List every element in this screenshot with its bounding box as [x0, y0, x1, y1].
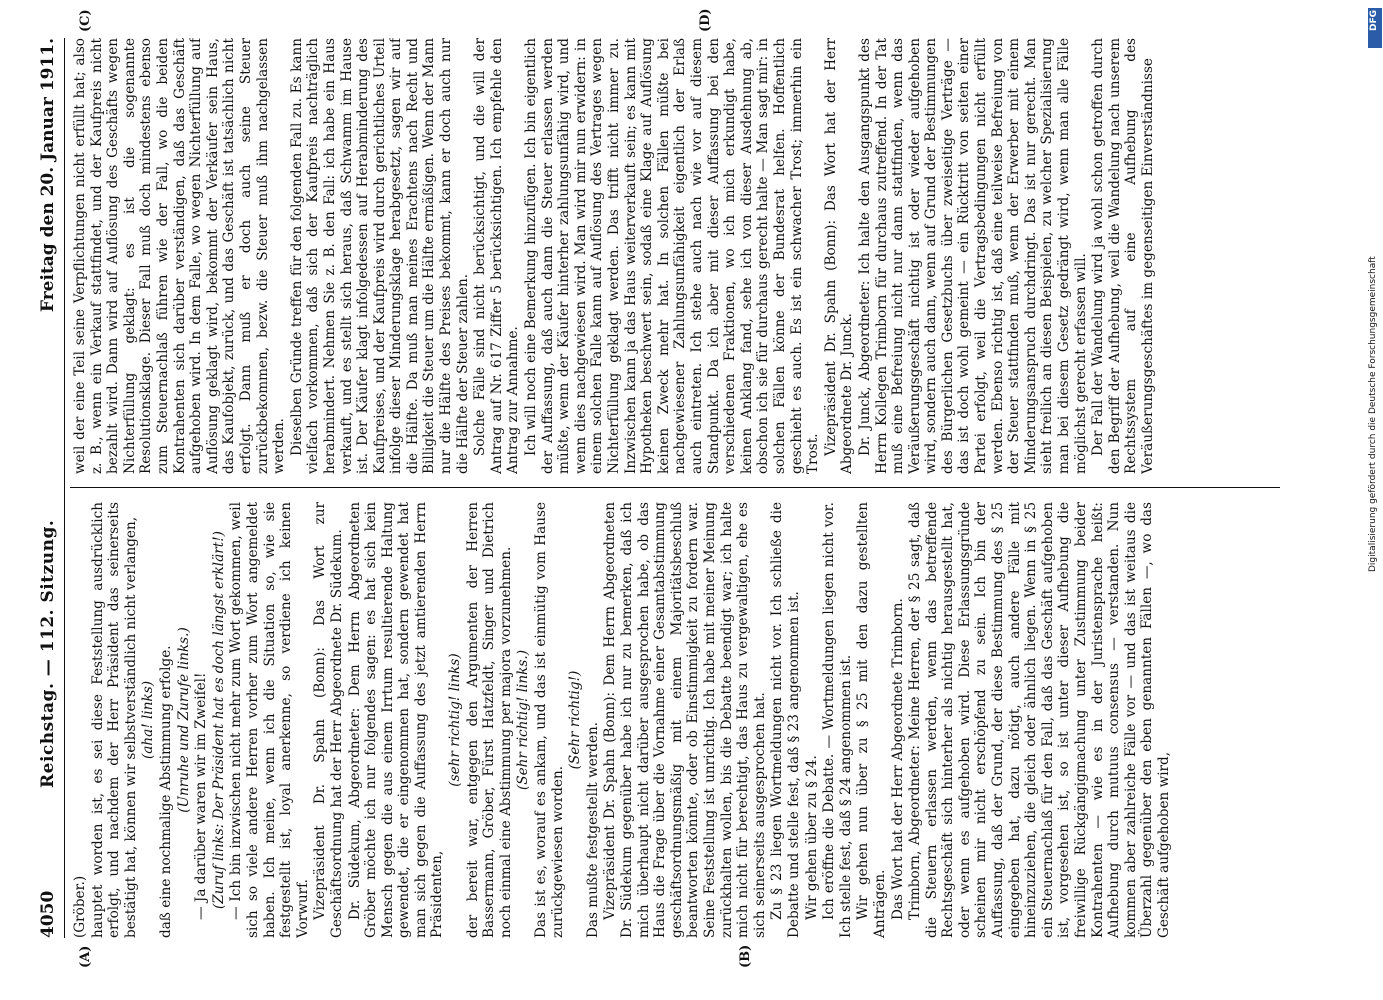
- column-divider: [70, 487, 1280, 488]
- margin-mark-b: (B): [738, 944, 753, 968]
- paragraph: Wir gehen über zu § 24.: [803, 755, 820, 920]
- page-number: 4050: [38, 890, 58, 938]
- paragraph: Das ist es, worauf es ankam, und das ist einmütig vom Hause zurückgewiesen worden.: [533, 502, 566, 938]
- paragraph: Trimborn, Abgeordneter: Meine Herren, der § 25 sagt, daß die Steuern erlassen werden, wenn das betreffende Rechtsgeschäft sich hinterher als nichtig herausgestellt hat, oder wenn es aufgehoben wird. Diese Erlassungsgründe scheinen mir nicht erschöpfend zu sein. Ich bin der Auffassung, daß der Grund, der diese Bestimmung des § 25 eingegeben hat, dazu nötigt, auch andere Fälle mit hineinzuziehen, die gleich oder ähnlich liegen. Wenn in § 25 ein Steuernachlaß für den Fall, daß das Geschäft aufgehoben ist, vorgesehen ist, so ist unter dieser Aufhebung die freiwillige Rückgängigmachung unter Zustimmung beider Kontrahenten — wie es in der Juristensprache heißt: Aufhebung durch mutuus consensus — verstanden. Nun kommen aber zahlreiche Fälle vor — und das ist weitaus die Überzahl gegenüber den eben genannten Fällen —, wo das Geschäft aufgehoben wird,: [907, 502, 1172, 938]
- right-column: [72, 38, 1277, 474]
- paragraph: (aha! links): [140, 680, 157, 760]
- left-column: [72, 502, 1277, 938]
- paragraph: Vizepräsident Dr. Spahn (Bonn): Dem Herrn Abgeordneten Dr. Südekum gegenüber habe ich nur zu bemerken, daß ich mich überhaupt nicht darüber ausgesprochen habe, ob das Haus die Frage über die Vornahme einer Gesamtabstimmung geschäftsordnungsmäßig mit einem Majoritätsbeschluß beantworten könnte, oder ob Einstimmigkeit zu fordern war. Seine Feststellung ist unrichtig. Ich habe mit meiner Meinung zurückhalten wollen, bis die Debatte beendigt war; ich halte mich nicht für berechtigt, das Haus zu vergewaltigen, ehe es sich seinerseits ausgesprochen hat.: [602, 502, 768, 938]
- paragraph: Zu § 23 liegen Wortmeldungen nicht vor. Ich schließe die Debatte und stelle fest, daß § 23 angenommen ist.: [769, 502, 802, 938]
- paragraph: hauptet worden ist, es sei diese Feststellung ausdrücklich erfolgt, und nachdem der Herr Präsident das seinerseits bestätigt hat, können wir selbstverständlich nicht verlangen,: [89, 502, 139, 938]
- paragraph: Das Wort hat der Herr Abgeordnete Trimborn.: [889, 598, 906, 920]
- paragraph: (Gröber.): [72, 875, 88, 938]
- paragraph: Ich will noch eine Bemerkung hinzufügen. Ich bin eigentlich der Auffassung, daß auch dann die Steuer erlassen werden müßte, wenn der Käufer hinterher zahlungsunfähig wird, und wenn dies nachgewiesen wird. Man wird mir nun erwidern: in einem solchen Falle kann auf Auflösung des Vertrages wegen Nichterfüllung geklagt werden. Das trifft nicht immer zu. Inzwischen kann ja das Haus weiterverkauft sein; es kann mit Hypotheken beschwert sein, sodaß eine Klage auf Auflösung keinen Zweck mehr hat. In solchen Fällen müßte bei nachgewiesener Zahlungsunfähigkeit eigentlich der Erlaß auch eintreten. Ich stehe auch nach wie vor auf diesem Standpunkt. Da ich aber mit dieser Auffassung bei den verschiedenen Fraktionen, wo ich mich erkundigt habe, keinen Anklang fand, sehe ich von dieser Ausdehnung ab, obschon ich sie für durchaus gerecht halte — Man sagt mir: in solchen Fällen könne der Bundesrat helfen. Hoffentlich geschieht es auch. Es ist ein schwacher Trost; immerhin ein Trost.: [523, 38, 822, 474]
- paragraph: Dr. Junck, Abgeordneter: Ich halte den Ausgangspunkt des Herrn Kollegen Trimborn für durchaus zutreffend. In der Tat muß eine Befreiung nicht nur dann stattfinden, wenn das Veräußerungsgeschäft nichtig ist oder wieder aufgehoben wird, sondern auch dann, wenn auf Grund der Bestimmungen des Bürgerlichen Gesetzbuchs über zweiseitige Verträge — das ist doch wohl gemeint — ein Rücktritt von seiten einer Partei erfolgt, weil die Vertragsbedingungen nicht erfüllt werden. Ebenso richtig ist, daß eine teilweise Befreiung von der Steuer stattfinden muß, wenn der Erwerber mit einem Minderungsanspruch durchdringt. Das ist nur gerecht. Man sieht freilich an diesen Beispielen, zu welcher Spezialisierung man bei diesem Gesetz gedrängt wird, wenn man alle Fälle möglichst gerecht erfassen will.: [856, 38, 1089, 474]
- paragraph: — Ja darüber waren wir im Zweifel!: [193, 672, 210, 920]
- paragraph: (Sehr richtig! links.): [515, 649, 532, 791]
- dfg-logo-text: DFG: [1369, 10, 1379, 32]
- paragraph: Vizepräsident Dr. Spahn (Bonn): Das Wort zur Geschäftsordnung hat der Herr Abgeordnete Dr. Südekum.: [312, 502, 345, 938]
- margin-mark-a: (A): [78, 945, 93, 968]
- session-date: Freitag den 20. Januar 1911.: [38, 38, 58, 313]
- paragraph: Dr. Südekum, Abgeordneter: Dem Herrn Abgeordneten Gröber möchte ich nur folgendes sagen: es hat sich kein Mensch gegen die aus einem Irrtum resultierende Haltung gewendet, die er eingenommen hat, sondern gewendet hat man sich gegen die Auffassung des jetzt amtierenden Herrn Präsidenten,: [346, 502, 446, 938]
- page-header: [38, 38, 62, 938]
- paragraph: Dieselben Gründe treffen für den folgenden Fall zu. Es kann vielfach vorkommen, daß sich der Kaufpreis nachträglich herabmindert. Nehmen Sie z. B. den Fall: ich habe ein Haus verkauft, und es stellt sich heraus, daß Schwamm im Hause ist. Der Käufer klagt infolgedessen auf Herabminderung des Kaufpreises, und der Kaufpreis wird durch gerichtliches Urteil infolge dieser Minderungsklage herabgesetzt, sagen wir auf die Hälfte. Da muß man meines Erachtens nach Recht und Billigkeit die Steuer um die Hälfte ermäßigen. Wenn der Mann nur die Hälfte des Preises bekommt, kann er doch auch nur die Hälfte der Steuer zahlen.: [288, 38, 471, 474]
- paragraph: Solche Fälle sind nicht berücksichtigt, und die will der Antrag auf Nr. 617 Ziffer 5 berücksichtigen. Ich empfehle den Antrag zur Annahme.: [472, 38, 522, 474]
- paragraph: (sehr richtig! links): [447, 653, 464, 787]
- session-title: Reichstag. — 112. Sitzung.: [38, 519, 58, 788]
- paragraph: Das mußte festgestellt werden.: [584, 721, 601, 938]
- paragraph: Vizepräsident Dr. Spahn (Bonn): Das Wort hat der Herr Abgeordnete Dr. Junck.: [822, 38, 856, 474]
- header-rule: [64, 38, 65, 938]
- document-page: [38, 8, 1288, 968]
- margin-mark-c: (C): [78, 9, 93, 32]
- paragraph: (Unruhe und Zurufe links.): [175, 627, 192, 813]
- paragraph: weil der eine Teil seine Verpflichtungen nicht erfüllt hat; also z. B., wenn ein Verkauf stattfindet, und der Kaufpreis nicht bezahlt wird. Dann wird auf Auflösung des Geschäfts wegen Nichterfüllung geklagt: es ist die sogenannte Resolutionsklage. Dieser Fall muß doch mindestens ebenso zum Steuernachlaß führen wie der Fall, wo die beiden Kontrahenten sich darüber verständigen, daß das Geschäft aufgehoben wird. In dem Falle, wo wegen Nichterfüllung auf Auflösung geklagt wird, bekommt der Verkäufer sein Haus, das Kaufobjekt, zurück, und das Geschäft ist tatsächlich nicht erfolgt. Dann muß er doch auch seine Steuer zurückbekommen, bezw. die Steuer muß ihm nachgelassen werden.: [72, 38, 288, 474]
- paragraph: Der Fall der Wandelung wird ja wohl schon getroffen durch den Begriff der Aufhebung, weil die Wandelung nach unserem Rechtssystem auf eine Aufhebung des Veräußerungsgeschäftes im gegenseitigen Einverständnisse: [1090, 38, 1156, 474]
- paragraph: Wir gehen nun über zu § 25 mit den dazu gestellten Anträgen.: [855, 502, 888, 938]
- digitization-credit: Digitalisierung gefördert durch die Deutsche Forschungsgemeinschaft: [1368, 256, 1378, 572]
- paragraph: (Sehr richtig!): [567, 670, 584, 770]
- dfg-logo: [1368, 8, 1382, 48]
- paragraph: (Zuruf links: Der Präsident hat es doch längst erklärt!): [210, 531, 227, 909]
- paragraph: der bereit war, entgegen den Argumenten der Herren Bassermann, Gröber, Fürst Hatzfeldt, Singer und Dietrich noch einmal eine Abstimmung per majora vorzunehmen.: [464, 502, 514, 938]
- paragraph: Ich eröffne die Debatte. — Wortmeldungen liegen nicht vor. Ich stelle fest, daß § 24 angenommen ist.: [821, 502, 854, 938]
- paragraph: daß eine nochmalige Abstimmung erfolge.: [157, 645, 174, 938]
- paragraph: — Ich bin inzwischen nicht mehr zum Wort gekommen, weil sich so viele andere Herren vorher zum Wort angemeldet haben. Ich meine, wenn ich die Situation so, wie sie festgestellt ist, loyal anerkenne, so verdiene ich keinen Vorwurf.: [228, 502, 311, 938]
- margin-mark-d: (D): [698, 8, 713, 32]
